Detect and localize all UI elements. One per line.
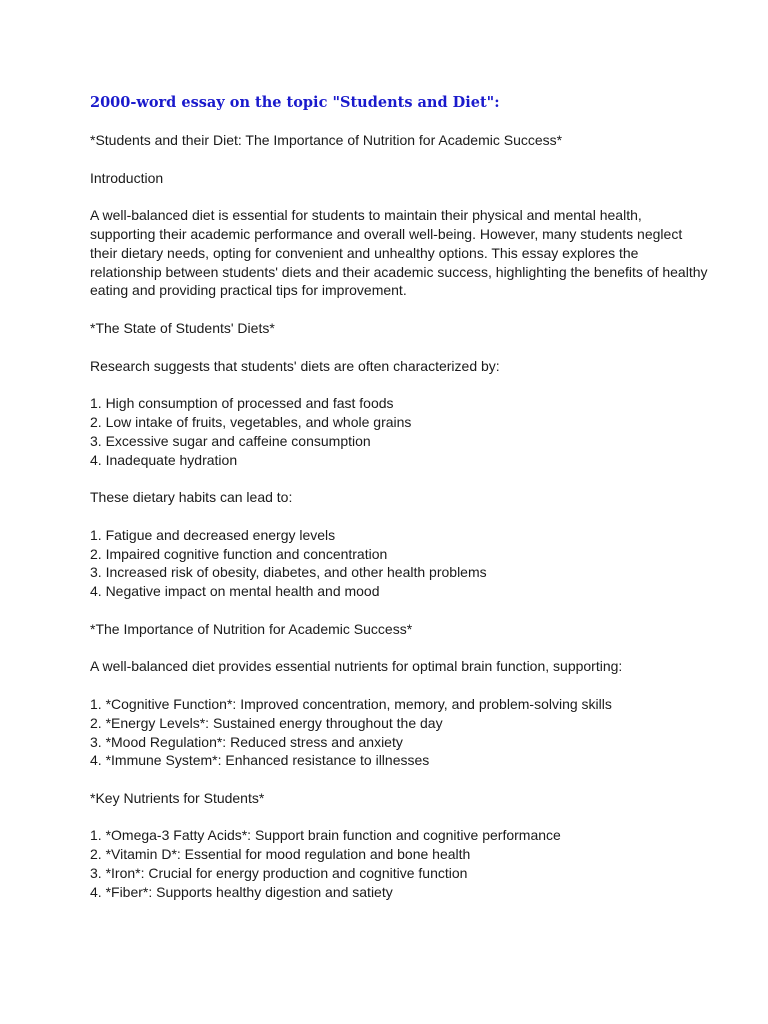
list-item: 1. *Cognitive Function*: Improved concentration, memory, and problem-solving skills	[90, 695, 612, 712]
section-lead-nutrients: A well-balanced diet provides essential nutrients for optimal brain function, supporting:	[90, 658, 623, 675]
section-lead-consequences: These dietary habits can lead to:	[90, 489, 293, 506]
introduction-paragraph: A well-balanced diet is essential for students to maintain their physical and mental health, supporting their academic performance and overall well-being. However, many students neglect their dietary needs, opting for convenient and unhealthy options. This essay explores the relationship between students' diets and their academic success, highlighting the benefits of healthy eating and providing practical tips for improvement.	[90, 207, 708, 299]
essay-heading: 2000-word essay on the topic "Students and Diet":	[90, 94, 500, 111]
introduction-label: Introduction	[90, 169, 164, 186]
essay-title: *Students and their Diet: The Importance of Nutrition for Academic Success*	[90, 132, 563, 148]
list-item: 4. *Immune System*: Enhanced resistance to illnesses	[90, 752, 430, 769]
section-title-importance: *The Importance of Nutrition for Academic Success*	[90, 620, 413, 637]
list-item: 3. Excessive sugar and caffeine consumption	[90, 432, 371, 449]
section-lead-characterized: Research suggests that students' diets are often characterized by:	[90, 357, 500, 374]
list-item: 2. *Energy Levels*: Sustained energy throughout the day	[90, 714, 443, 731]
list-item: 4. *Fiber*: Supports healthy digestion and satiety	[90, 883, 393, 900]
list-item: 1. *Omega-3 Fatty Acids*: Support brain function and cognitive performance	[90, 827, 561, 844]
list-item: 3. *Iron*: Crucial for energy production and cognitive function	[90, 865, 468, 882]
list-item: 3. Increased risk of obesity, diabetes, and other health problems	[90, 564, 487, 581]
section-title-key-nutrients: *Key Nutrients for Students*	[90, 789, 265, 806]
list-item: 1. High consumption of processed and fast foods	[90, 395, 394, 412]
list-diet-characteristics	[90, 394, 708, 469]
list-item: 2. Low intake of fruits, vegetables, and whole grains	[90, 413, 412, 430]
list-item: 1. Fatigue and decreased energy levels	[90, 526, 336, 543]
list-item: 3. *Mood Regulation*: Reduced stress and anxiety	[90, 733, 403, 750]
list-diet-consequences	[90, 526, 708, 601]
list-item: 2. *Vitamin D*: Essential for mood regulation and bone health	[90, 846, 471, 863]
list-item: 4. Inadequate hydration	[90, 451, 238, 468]
section-title-state-of-diets: *The State of Students' Diets*	[90, 319, 275, 336]
list-item: 4. Negative impact on mental health and mood	[90, 583, 380, 600]
list-key-nutrients	[90, 826, 708, 901]
list-item: 2. Impaired cognitive function and concentration	[90, 545, 388, 562]
list-nutrition-benefits	[90, 695, 708, 770]
